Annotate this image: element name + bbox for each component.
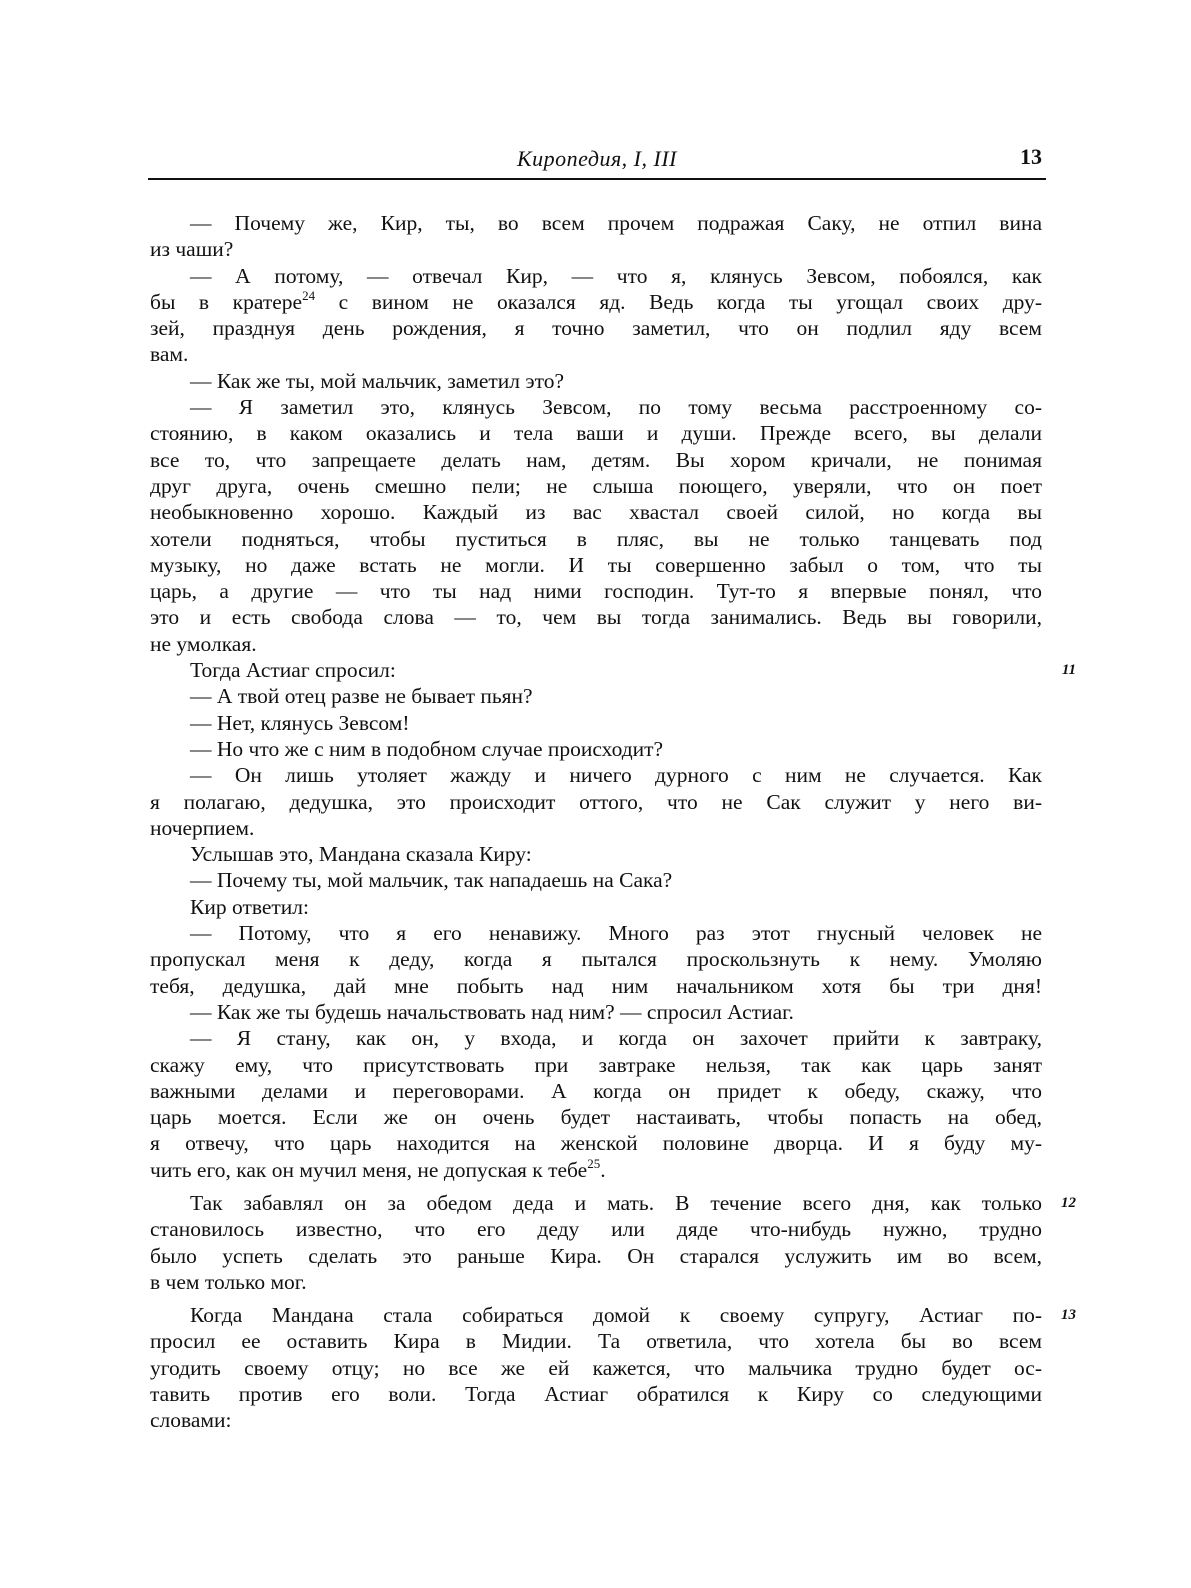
line-text: тебя, дедушка, дай мне побыть над ним начальником хотя бы три дня! (150, 973, 1042, 998)
line-text: из чаши? (150, 237, 234, 262)
line-text: Так забавлял он за обедом деда и мать. В течение всего дня, как только (190, 1190, 1042, 1215)
text-line (150, 946, 1042, 972)
line-text: — Он лишь утоляет жажду и ничего дурного с ним не случается. Как (190, 763, 1042, 788)
line-text: словами: (150, 1408, 232, 1433)
section-number: 11 (1061, 662, 1076, 679)
footnote-ref: 25 (587, 1155, 601, 1171)
line-text: — А потому, — отвечал Кир, — что я, клянусь Зевсом, побоялся, как (190, 263, 1042, 288)
line-text: вам. (150, 342, 189, 367)
text-line (150, 1355, 1042, 1381)
line-text: стоянию, в каком оказались и тела ваши и души. Прежде всего, вы делали (150, 421, 1042, 446)
line-text: — Потому, что я его ненавижу. Много раз этот гнусный человек не (190, 921, 1042, 946)
text-line (150, 841, 1042, 867)
text-line (150, 1025, 1042, 1051)
text-line (150, 1381, 1042, 1407)
line-text: — Почему ты, мой мальчик, так нападаешь на Сака? (190, 868, 673, 893)
page-header (148, 140, 1046, 178)
text-line (150, 762, 1042, 788)
text-line (150, 999, 1042, 1025)
line-text: необыкновенно хорошо. Каждый из вас хвастал своей силой, но когда вы (150, 500, 1042, 525)
header-rule (148, 178, 1046, 180)
line-text: — Я заметил это, клянусь Зевсом, по тому весьма расстроенному со- (190, 395, 1042, 420)
text-line (150, 473, 1042, 499)
line-text: — Я стану, как он, у входа, и когда он захочет прийти к завтраку, (190, 1026, 1042, 1051)
footnote-ref: 24 (302, 287, 316, 303)
line-text: с вином не оказался яд. Ведь когда ты угощал своих дру- (315, 289, 1043, 314)
text-line (150, 920, 1042, 946)
page-number: 13 (1020, 144, 1042, 169)
text-line (150, 420, 1042, 446)
text-line (150, 973, 1042, 999)
line-text: становилось известно, что его деду или дяде что-нибудь нужно, трудно (150, 1217, 1042, 1242)
line-text: не умолкая. (150, 631, 257, 656)
section-number: 12 (1061, 1194, 1076, 1211)
line-text: это и есть свобода слова — то, чем вы тогда занимались. Ведь вы говорили, (150, 605, 1042, 630)
line-text: царь, а другие — что ты над ними господин. Тут-то я впервые понял, что (150, 579, 1042, 604)
line-text: просил ее оставить Кира в Мидии. Та ответила, что хотела бы во всем (150, 1329, 1042, 1354)
text-line (150, 1130, 1042, 1156)
text-line (150, 499, 1042, 525)
line-text: все то, что запрещаете делать нам, детям. Вы хором кричали, не понимая (150, 447, 1042, 472)
line-text: — Почему же, Кир, ты, во всем прочем подражая Саку, не отпил вина (190, 211, 1042, 235)
line-text: в чем только мог. (150, 1269, 307, 1294)
text-line (150, 736, 1042, 762)
text-line (150, 210, 1042, 236)
line-text: царь моется. Если же он очень будет настаивать, чтобы попасть на обед, (150, 1105, 1042, 1130)
line-text: — Но что же с ним в подобном случае происходит? (190, 736, 664, 761)
text-line (150, 1269, 1042, 1295)
text-line (150, 631, 1042, 657)
text-line (150, 263, 1042, 289)
section-number: 13 (1061, 1307, 1076, 1324)
line-text: музыку, но даже встать не могли. И ты совершенно забыл о том, что ты (150, 552, 1042, 577)
line-text: тавить против его воли. Тогда Астиаг обратился к Киру со следующими (150, 1382, 1042, 1407)
text-line (150, 341, 1042, 367)
text-line (150, 447, 1042, 473)
line-text: ночерпием. (150, 815, 255, 840)
text-line (150, 289, 1042, 315)
line-text: Тогда Астиаг спросил: (190, 658, 396, 683)
line-text: — Нет, клянусь Зевсом! (190, 710, 410, 735)
text-line (150, 236, 1042, 262)
line-text: я отвечу, что царь находится на женской половине дворца. И я буду му- (150, 1131, 1042, 1156)
line-text: . (600, 1157, 606, 1182)
line-text: бы в кратере (150, 289, 303, 314)
line-text: было успеть сделать это раньше Кира. Он старался услужить им во всем, (150, 1243, 1042, 1268)
line-text: Услышав это, Мандана сказала Киру: (190, 842, 532, 867)
line-text: хотели подняться, чтобы пуститься в пляс, вы не только танцевать под (150, 526, 1042, 551)
text-line (150, 1243, 1042, 1269)
text-line (150, 315, 1042, 341)
text-line (150, 1052, 1042, 1078)
text-line (150, 1157, 1042, 1183)
line-text: зей, празднуя день рождения, я точно заметил, что он подлил яду всем (150, 316, 1042, 341)
text-line (150, 1328, 1042, 1354)
text-line (150, 815, 1042, 841)
text-line (150, 1302, 1076, 1328)
text-line (150, 1190, 1076, 1216)
line-text: Когда Мандана стала собираться домой к своему супругу, Астиаг по- (190, 1303, 1042, 1328)
line-text: я полагаю, дедушка, это происходит оттого, что не Сак служит у него ви- (150, 789, 1042, 814)
line-text: — Как же ты будешь начальствовать над ним? — спросил Астиаг. (190, 999, 794, 1024)
text-line (150, 394, 1042, 420)
text-line (150, 526, 1042, 552)
text-line (150, 894, 1042, 920)
text-line (150, 867, 1042, 893)
line-text: скажу ему, что присутствовать при завтраке нельзя, так как царь занят (150, 1052, 1042, 1077)
text-line (150, 710, 1042, 736)
text-line (150, 1078, 1042, 1104)
line-text: пропускал меня к деду, когда я пытался проскользнуть к нему. Умоляю (150, 947, 1042, 972)
line-text: — А твой отец разве не бывает пьян? (190, 684, 533, 709)
line-text: угодить своему отцу; но все же ей кажется, что мальчика трудно будет ос- (150, 1355, 1042, 1380)
text-line (150, 1104, 1042, 1130)
text-line (150, 1407, 1042, 1433)
text-line (150, 1216, 1042, 1242)
text-line (150, 683, 1042, 709)
line-text: Кир ответил: (190, 894, 310, 919)
text-line (150, 657, 1076, 683)
text-line (150, 604, 1042, 630)
text-line (150, 578, 1042, 604)
body-text (150, 210, 1076, 1434)
line-text: друг друга, очень смешно пели; не слыша поющего, уверяли, что он поет (150, 473, 1042, 498)
text-line (150, 552, 1042, 578)
line-text: важными делами и переговорами. А когда он придет к обеду, скажу, что (150, 1078, 1042, 1103)
running-title: Киропедия, I, III (517, 146, 677, 171)
text-line (150, 789, 1042, 815)
text-line (150, 368, 1042, 394)
line-text: чить его, как он мучил меня, не допуская к тебе (150, 1157, 588, 1182)
line-text: — Как же ты, мой мальчик, заметил это? (190, 368, 565, 393)
